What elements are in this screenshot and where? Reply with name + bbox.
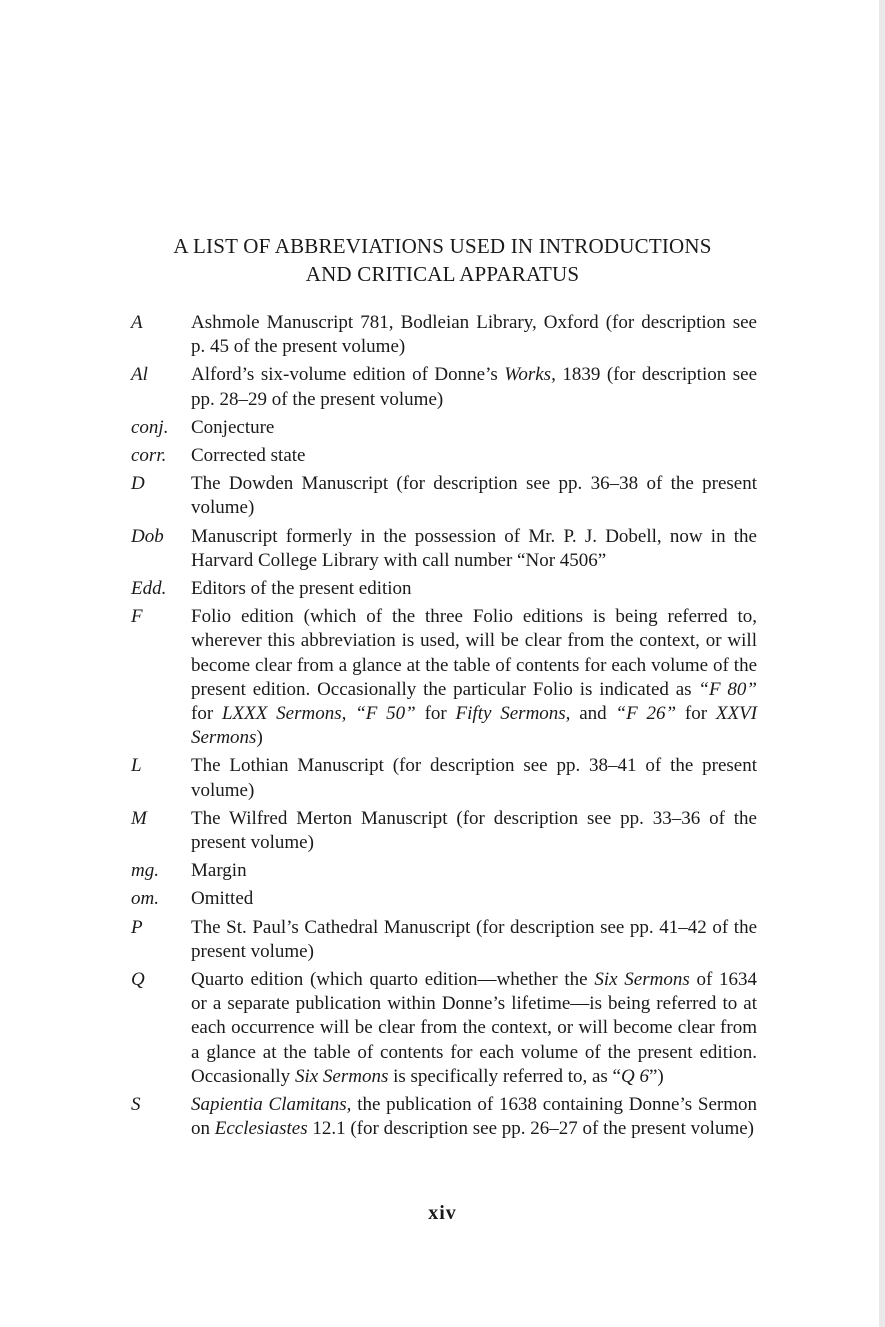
abbreviation-entry — [131, 577, 757, 601]
abbreviation-term: M — [131, 807, 147, 829]
abbreviation-entry — [131, 363, 757, 411]
title-line-2: AND CRITICAL APPARATUS — [305, 262, 580, 286]
italic-text: Q 6 — [620, 1065, 649, 1087]
description-text: and — [570, 703, 616, 725]
italic-text: LXXX Sermons, “F 50” — [221, 703, 416, 725]
description-text: The Lothian Manuscript (for description see pp. 38–41 of the present volume) — [191, 755, 757, 801]
italic-text: Six Sermons — [594, 969, 690, 991]
description-text: The Wilfred Merton Manuscript (for description see pp. 33–36 of the present volume) — [191, 807, 757, 854]
description-text: ”) — [648, 1065, 664, 1087]
abbreviation-description — [191, 859, 757, 883]
description-text: for — [676, 703, 716, 725]
description-text: 1839 (for description see pp. 28–29 of the present volume) — [191, 364, 758, 410]
description-text: The Dowden Manuscript (for description see pp. 36–38 of the present volume) — [191, 473, 757, 519]
abbreviation-entry — [131, 311, 757, 359]
italic-text: Six Sermons — [294, 1065, 389, 1087]
abbreviation-term: Dob — [131, 525, 164, 547]
abbreviation-term: A — [131, 312, 143, 333]
abbreviation-entry — [131, 807, 757, 855]
abbreviation-term: D — [131, 473, 145, 495]
abbreviation-entry — [131, 968, 757, 1089]
abbreviation-term: mg. — [131, 860, 159, 882]
title-line-1: A LIST OF ABBREVIATIONS USED IN INTRODUCTIONS — [173, 234, 712, 258]
page-title — [120, 232, 765, 288]
abbreviation-entry — [131, 859, 757, 883]
description-text: The St. Paul’s Cathedral Manuscript (for description see pp. 41–42 of the present volume) — [191, 916, 757, 962]
italic-text: “F 26” — [615, 703, 677, 725]
abbreviation-description — [191, 577, 757, 601]
description-text: 12.1 (for description see pp. 26–27 of the present volume) — [307, 1118, 754, 1140]
abbreviation-description — [191, 472, 757, 520]
abbreviation-term: L — [131, 755, 142, 777]
description-text: is specifically referred to, as “ — [388, 1065, 621, 1087]
abbreviation-entry — [131, 472, 757, 520]
italic-text: Works, — [504, 364, 556, 386]
abbreviation-entry — [131, 605, 757, 750]
abbreviation-term: om. — [131, 888, 159, 910]
description-text: Folio edition (which of the three Folio editions is being referred to, wherever this abbreviation is used, will be clear from the context, or will become clear from a glance at the table of contents for each volume of the present edition. Occasionally the particular Folio is indicated as — [191, 606, 757, 700]
description-text: of 1634 or a separate publication within Donne’s lifetime—is being referred to at each occurrence will be clear from the context, or will become clear from a glance at the table of contents for each volume of the present edition. Occasionally — [191, 969, 758, 1087]
abbreviation-entry — [131, 525, 757, 573]
abbreviation-description — [191, 416, 757, 440]
abbreviation-description — [191, 363, 757, 411]
description-text: the publication of 1638 containing Donne’s Sermon on — [191, 1094, 757, 1140]
abbreviation-description — [191, 916, 757, 964]
abbreviation-description — [191, 887, 757, 911]
abbreviation-description — [191, 754, 757, 802]
abbreviation-list — [131, 311, 757, 1146]
description-text: Editors of the present edition — [191, 578, 412, 600]
abbreviation-term: Al — [131, 364, 148, 386]
abbreviation-entry — [131, 754, 757, 802]
page-number: xiv — [428, 1202, 457, 1224]
description-text: Quarto edition (which quarto edition—whether the — [191, 969, 595, 991]
description-text: Ashmole Manuscript 781, Bodleian Library, Oxford (for description see p. 45 of the present volume) — [191, 312, 757, 358]
description-text: Conjecture — [191, 416, 275, 438]
abbreviation-description — [191, 605, 757, 750]
description-text: Manuscript formerly in the possession of Mr. P. J. Dobell, now in the Harvard College Library with call number “Nor 4506” — [191, 525, 757, 571]
abbreviation-term: Q — [131, 969, 145, 991]
abbreviation-entry — [131, 916, 757, 964]
italic-text: Sapientia Clamitans, — [191, 1094, 352, 1116]
abbreviation-term: P — [131, 916, 143, 938]
abbreviation-description — [191, 807, 757, 855]
abbreviation-description — [191, 444, 757, 468]
description-text: Corrected state — [191, 445, 306, 467]
abbreviation-description — [191, 968, 757, 1089]
italic-text: XXVI Sermons — [191, 703, 758, 749]
abbreviation-term: conj. — [131, 416, 169, 438]
description-text: for — [415, 703, 456, 725]
abbreviation-entry — [131, 444, 757, 468]
abbreviation-description — [191, 311, 757, 359]
italic-text: “F 80” — [698, 678, 757, 700]
italic-text: Ecclesiastes — [214, 1118, 308, 1140]
abbreviation-entry — [131, 1093, 757, 1141]
description-text: Omitted — [191, 888, 254, 910]
abbreviation-term: corr. — [131, 445, 167, 467]
description-text: Alford’s six-volume edition of Donne’s — [191, 364, 505, 386]
abbreviation-term: Edd. — [131, 578, 167, 600]
abbreviation-term: S — [131, 1094, 141, 1116]
abbreviation-description — [191, 1093, 757, 1141]
abbreviation-term: F — [131, 606, 143, 628]
abbreviation-description — [191, 525, 757, 573]
description-text: for — [191, 703, 222, 725]
description-text: Margin — [191, 860, 247, 882]
page-edge — [879, 0, 885, 1327]
italic-text: Fifty Sermons, — [455, 703, 571, 725]
abbreviation-entry — [131, 887, 757, 911]
abbreviation-entry — [131, 416, 757, 440]
description-text: ) — [256, 727, 263, 749]
